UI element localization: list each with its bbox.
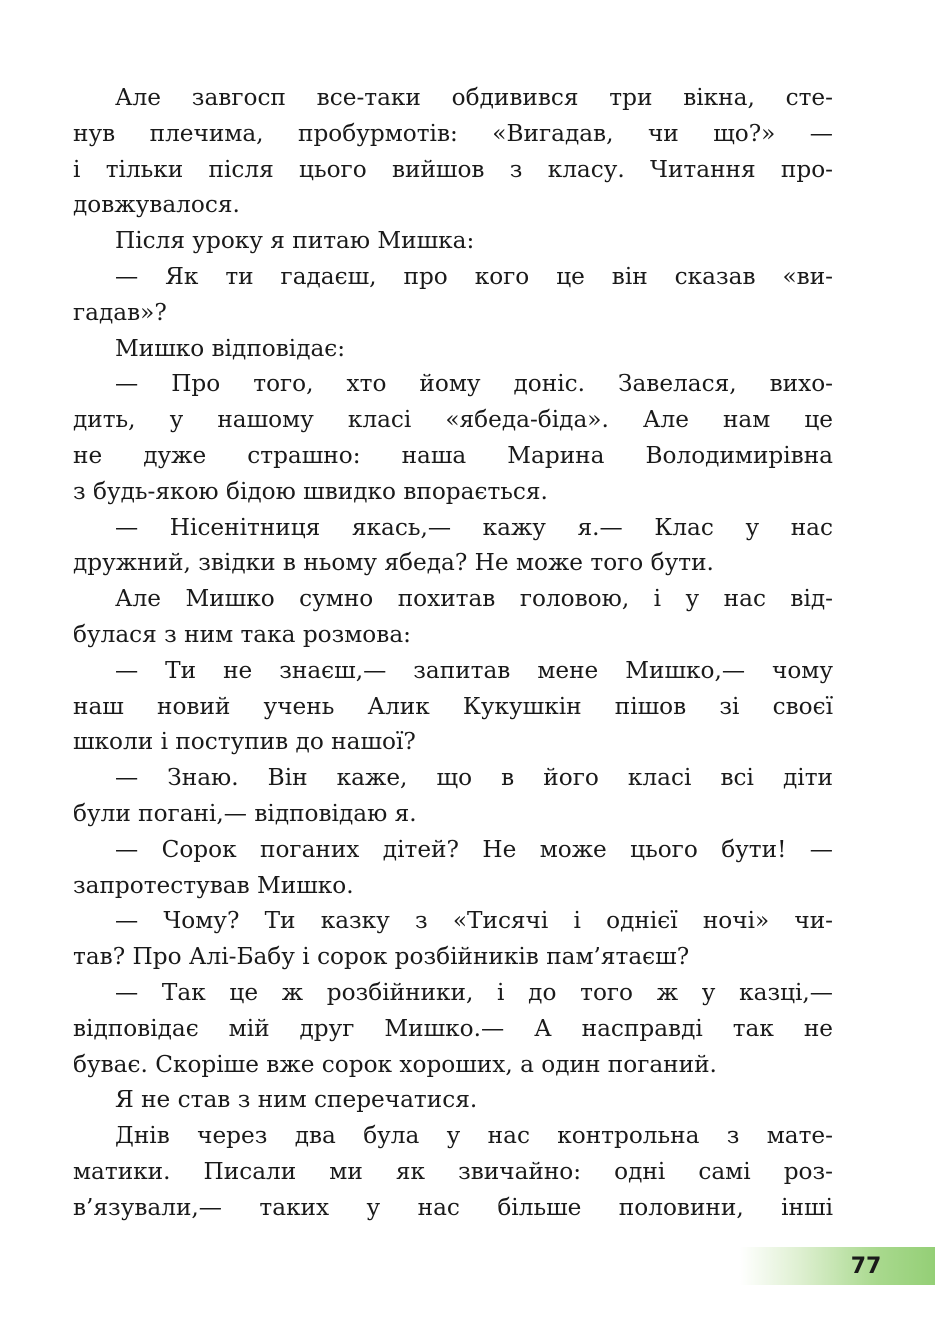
text-line: — Нісенітниця якась,— кажу я.— Клас у нас [115,513,833,541]
text-line: були погані,— відповідаю я. [73,799,417,827]
text-line: з будь-якою бідою швидко впорається. [73,477,548,505]
text-line: і тільки після цього вийшов з класу. Читання про- [73,155,833,183]
text-line: гадав»? [73,298,167,326]
text-line: Днів через два була у нас контрольна з мате- [115,1122,833,1150]
text-line: не дуже страшно: наша Марина Володимирівна [73,441,833,469]
text-line: школи і поступив до нашої? [73,728,416,756]
page-number-tab [740,1247,935,1285]
text-line: — Як ти гадаєш, про кого це він сказав «ви- [115,262,833,290]
text-line: булася з ним така розмова: [73,620,411,648]
text-line: Мишко відповідає: [115,334,346,362]
text-line: матики. Писали ми як звичайно: одні самі роз- [73,1157,833,1185]
text-line: Після уроку я питаю Мишка: [115,227,475,255]
text-line: дить, у нашому класі «ябеда-біда». Але нам це [73,406,833,434]
text-line: Я не став з ним сперечатися. [115,1086,478,1114]
text-line: — Про того, хто йому доніс. Завелася, вихо- [115,370,833,398]
text-line: Але Мишко сумно похитав головою, і у нас від- [115,585,833,613]
text-line: дружний, звідки в ньому ябеда? Не може того бути. [73,549,714,577]
text-line: в’язували,— таких у нас більше половини, інші [73,1193,833,1221]
text-line: наш новий учень Алик Кукушкін пішов зі своєї [73,692,833,720]
text-line: довжувалося. [73,191,240,219]
text-line: відповідає мій друг Мишко.— А насправді так не [73,1014,833,1042]
text-line: — Так це ж розбійники, і до того ж у казці,— [115,978,833,1006]
body-text [73,80,833,1226]
page-number: 77 [850,1254,882,1279]
text-line: Але завгосп все-таки обдивився три вікна, сте- [115,84,833,111]
text-line: тав? Про Алі-Бабу і сорок розбійників пам’ятаєш? [73,943,690,971]
text-line: нув плечима, пробурмотів: «Вигадав, чи що?» — [73,119,833,147]
text-line: — Знаю. Він каже, що в його класі всі діти [115,764,833,792]
text-line: запротестував Мишко. [73,871,354,899]
text-line: — Ти не знаєш,— запитав мене Мишко,— чому [115,656,833,684]
text-line: — Сорок поганих дітей? Не може цього бути! — [115,835,833,863]
text-line: — Чому? Ти казку з «Тисячі і однієї ночі» чи- [115,907,833,935]
text-line: буває. Скоріше вже сорок хороших, а один поганий. [73,1050,717,1078]
